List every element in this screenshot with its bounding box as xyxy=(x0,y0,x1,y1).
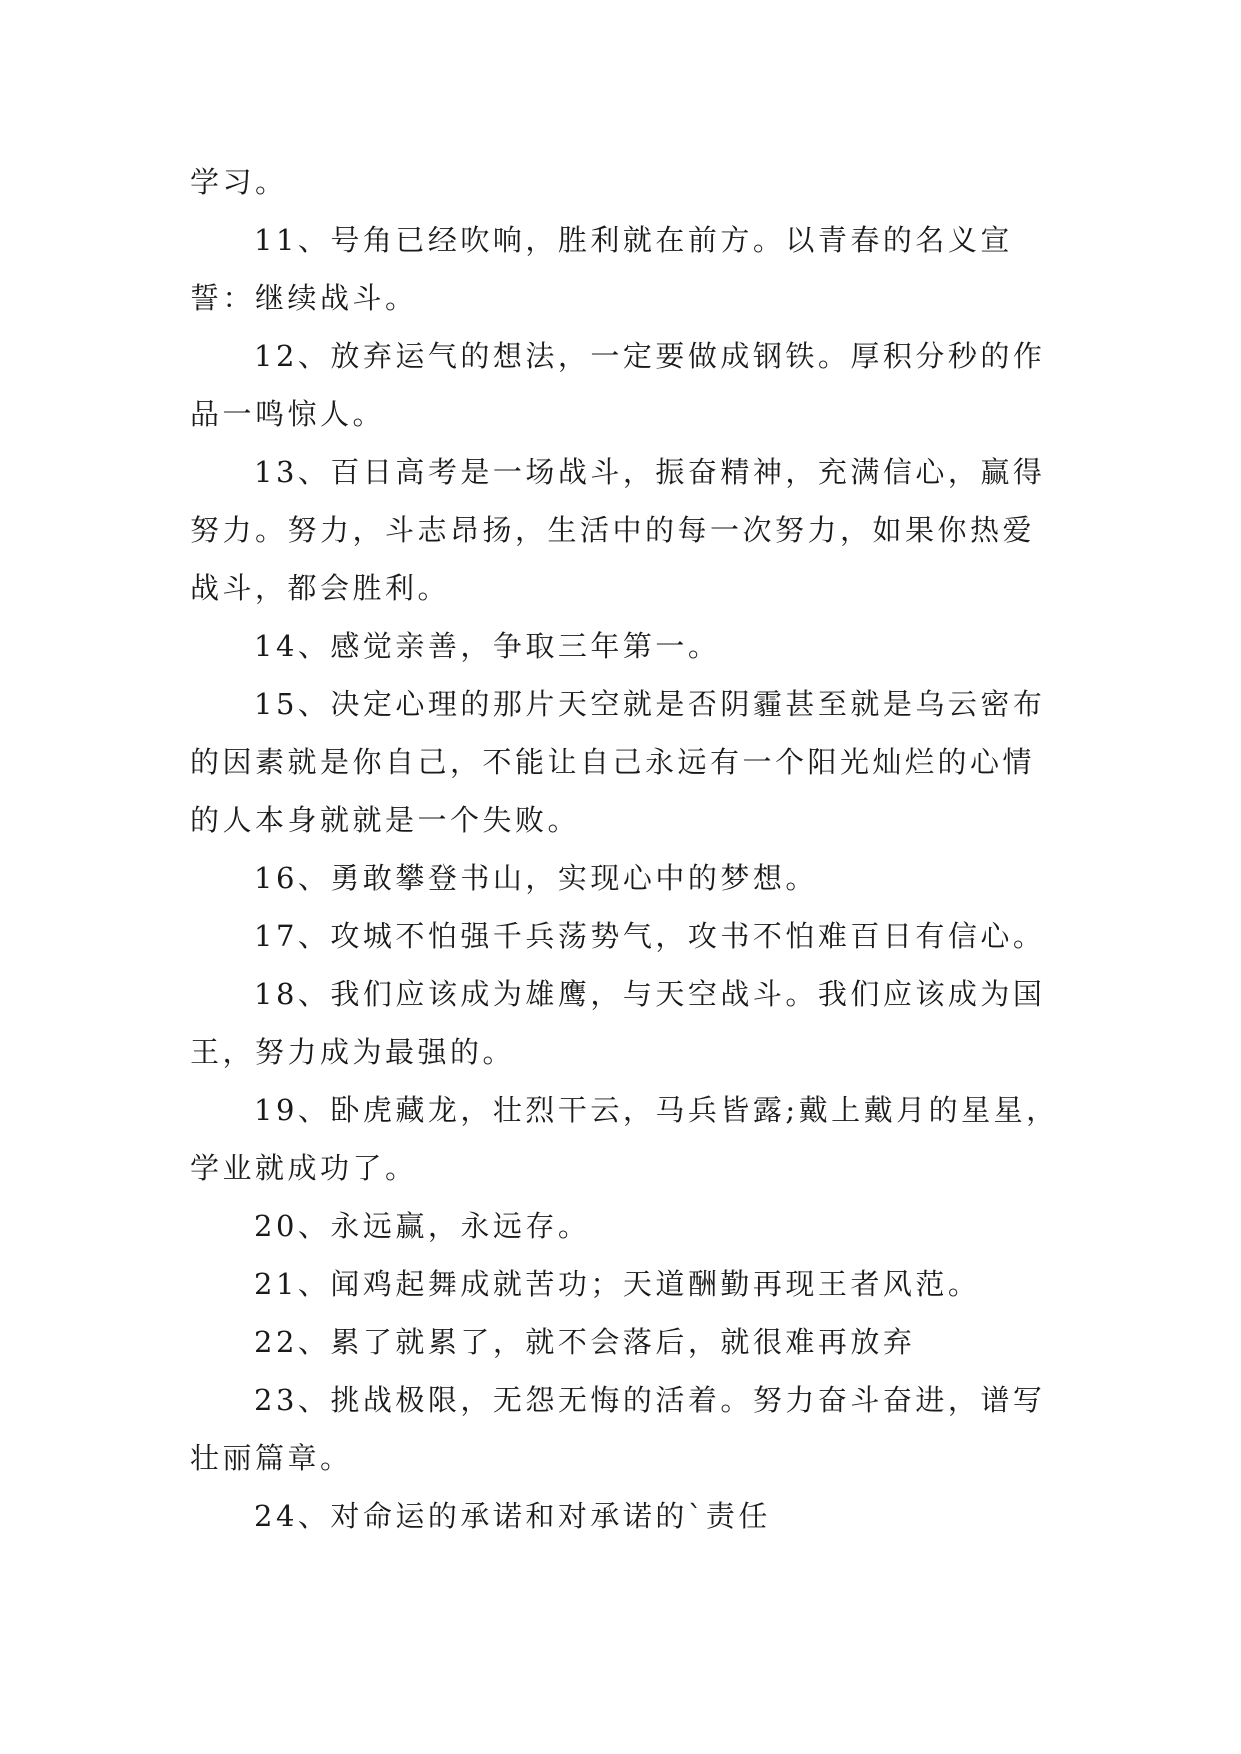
paragraph-item-16: 16、勇敢攀登书山，实现心中的梦想。 xyxy=(254,861,818,895)
paragraph-item-14: 14、感觉亲善，争取三年第一。 xyxy=(254,629,721,663)
paragraph-item-17: 17、攻城不怕强千兵荡势气，攻书不怕难百日有信心。 xyxy=(254,919,1046,953)
paragraph-item-12: 12、放弃运气的想法，一定要做成钢铁。厚积分秒的作品一鸣惊人。 xyxy=(190,339,1046,431)
paragraph-item-21: 21、闻鸡起舞成就苦功；天道酬勤再现王者风范。 xyxy=(254,1267,981,1301)
paragraph-item-20: 20、永远赢，永远存。 xyxy=(254,1209,591,1243)
paragraph-item-19: 19、卧虎藏龙，壮烈干云，马兵皆露;戴上戴月的星星，学业就成功了。 xyxy=(190,1093,1059,1185)
paragraph-item-22: 22、累了就累了，就不会落后，就很难再放弃 xyxy=(254,1325,916,1359)
paragraph-item-13: 13、百日高考是一场战斗，振奋精神，充满信心，赢得努力。努力，斗志昂扬，生活中的每一次努力，如果你热爱战斗，都会胜利。 xyxy=(190,455,1046,605)
paragraph-item-24: 24、对命运的承诺和对承诺的`责任 xyxy=(254,1499,771,1533)
paragraph-item-11: 11、号角已经吹响，胜利就在前方。以青春的名义宣誓：继续战斗。 xyxy=(190,223,1013,315)
paragraph-continuation: 学习。 xyxy=(190,165,288,199)
paragraph-item-15: 15、决定心理的那片天空就是否阴霾甚至就是乌云密布的因素就是你自己，不能让自己永远有一个阳光灿烂的心情的人本身就就是一个失败。 xyxy=(190,687,1046,837)
document-body xyxy=(190,153,1060,1545)
paragraph-item-18: 18、我们应该成为雄鹰，与天空战斗。我们应该成为国王，努力成为最强的。 xyxy=(190,977,1046,1069)
paragraph-item-23: 23、挑战极限，无怨无悔的活着。努力奋斗奋进，谱写壮丽篇章。 xyxy=(190,1383,1046,1475)
